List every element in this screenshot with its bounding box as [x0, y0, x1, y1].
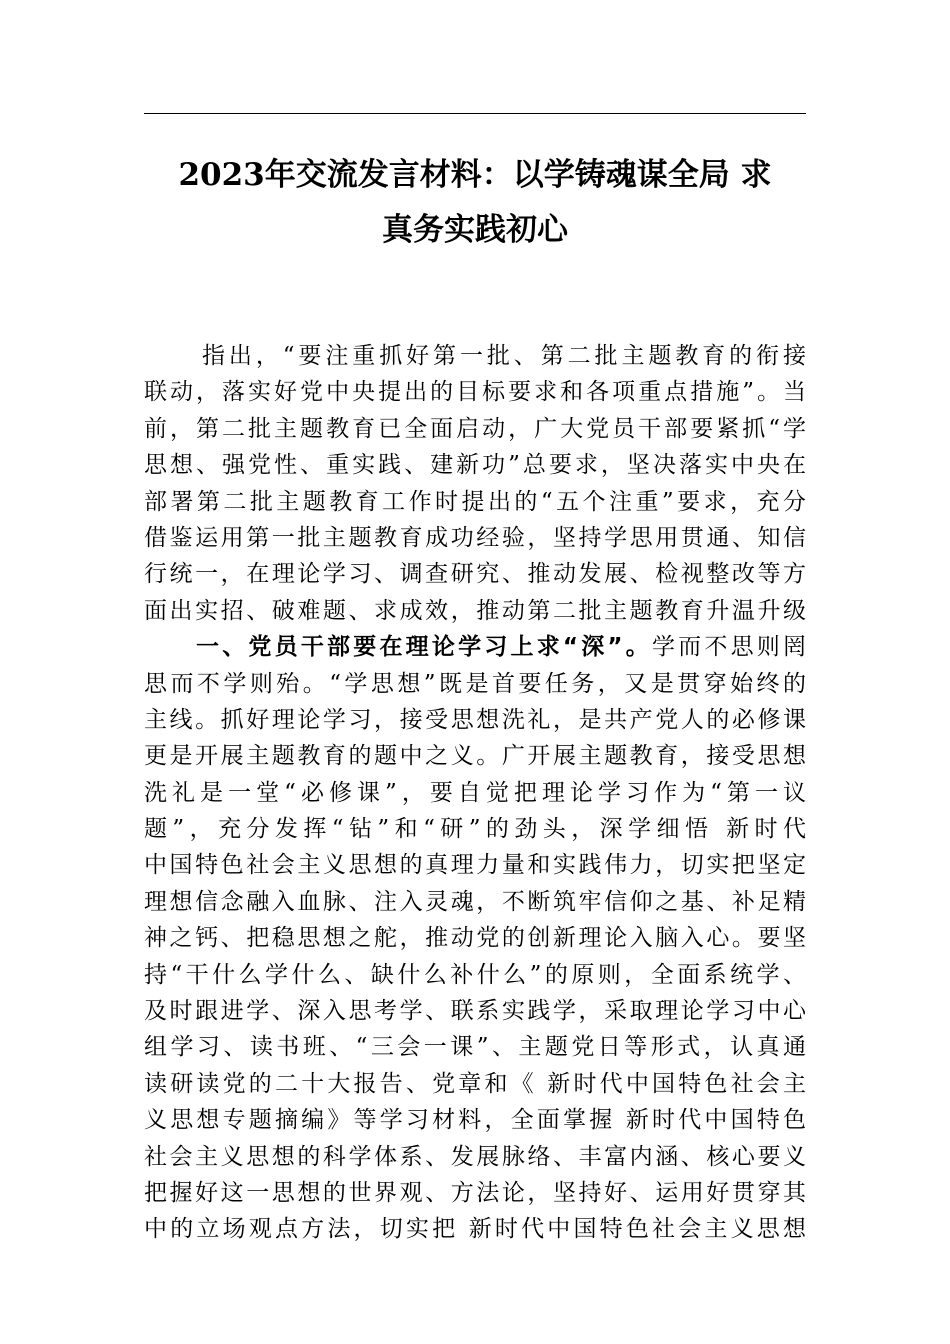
- title-line-2: 真务实践初心: [382, 212, 568, 248]
- section-1-line: 把握好这一思想的世界观、方法论，坚持好、运用好贯穿其: [144, 1179, 806, 1206]
- section-1-line: 组学习、读书班、“三会一课”、主题党日等形式，认真通: [144, 1034, 806, 1061]
- section-1-line: 主线。抓好理论学习，接受思想洗礼，是共产党人的必修课: [144, 706, 806, 733]
- section-1-heading: 一、党员干部要在理论学习上求“深”。: [196, 634, 652, 661]
- paragraph-1-line-8: 面出实招、破难题、求成效，推动第二批主题教育升温升级: [144, 597, 806, 624]
- section-1-line: 神之钙、把稳思想之舵，推动党的创新理论入脑入心。要坚: [144, 925, 806, 952]
- section-1-line: 持“干什么学什么、缺什么补什么”的原则，全面系统学、: [144, 961, 806, 988]
- section-1-line: 社会主义思想的科学体系、发展脉络、丰富内涵、核心要义: [144, 1143, 806, 1170]
- paragraph-1-line-1: 指出，“要注重抓好第一批、第二批主题教育的衔接: [202, 343, 806, 369]
- section-1-first-line: [144, 629, 806, 665]
- section-1-line: 题”，充分发挥“钻”和“研”的劲头，深学细悟 新时代: [144, 816, 806, 843]
- paragraph-1-line-5: 部署第二批主题教育工作时提出的“五个注重”要求，充分: [144, 488, 806, 515]
- document-title: [144, 148, 806, 258]
- header-rule: [144, 113, 806, 114]
- section-1-first-line-rest: 学而不思则罔: [651, 634, 807, 661]
- paragraph-1-line-3: 前，第二批主题教育已全面启动，广大党员干部要紧抓“学: [144, 415, 806, 442]
- section-1-line: 洗礼是一堂“必修课”，要自觉把理论学习作为“第一议: [144, 779, 806, 806]
- section-1-line: 中的立场观点方法，切实把 新时代中国特色社会主义思想: [144, 1216, 806, 1243]
- paragraph-1-line-6: 借鉴运用第一批主题教育成功经验，坚持学思用贯通、知信: [144, 524, 806, 551]
- paragraph-1-line-7: 行统一，在理论学习、调查研究、推动发展、检视整改等方: [144, 561, 806, 588]
- paragraph-1-line-4: 思想、强党性、重实践、建新功”总要求，坚决落实中央在: [144, 452, 806, 479]
- title-line-1: 2023年交流发言材料：以学铸魂谋全局 求: [178, 157, 772, 193]
- section-1-line: 理想信念融入血脉、注入灵魂，不断筑牢信仰之基、补足精: [144, 888, 806, 915]
- section-1-line: 思而不学则殆。“学思想”既是首要任务，又是贯穿始终的: [144, 670, 806, 697]
- paragraph-1-line-2: 联动，落实好党中央提出的目标要求和各项重点措施”。当: [144, 379, 806, 406]
- section-1-line: 及时跟进学、深入思考学、联系实践学，采取理论学习中心: [144, 998, 806, 1025]
- document-body: [144, 338, 806, 1248]
- section-1-line: 中国特色社会主义思想的真理力量和实践伟力，切实把坚定: [144, 852, 806, 879]
- section-1-line: 更是开展主题教育的题中之义。广开展主题教育，接受思想: [144, 743, 806, 770]
- section-1-line: 读研读党的二十大报告、党章和《 新时代中国特色社会主: [144, 1070, 806, 1097]
- section-1-line: 义思想专题摘编》等学习材料，全面掌握 新时代中国特色: [144, 1107, 806, 1134]
